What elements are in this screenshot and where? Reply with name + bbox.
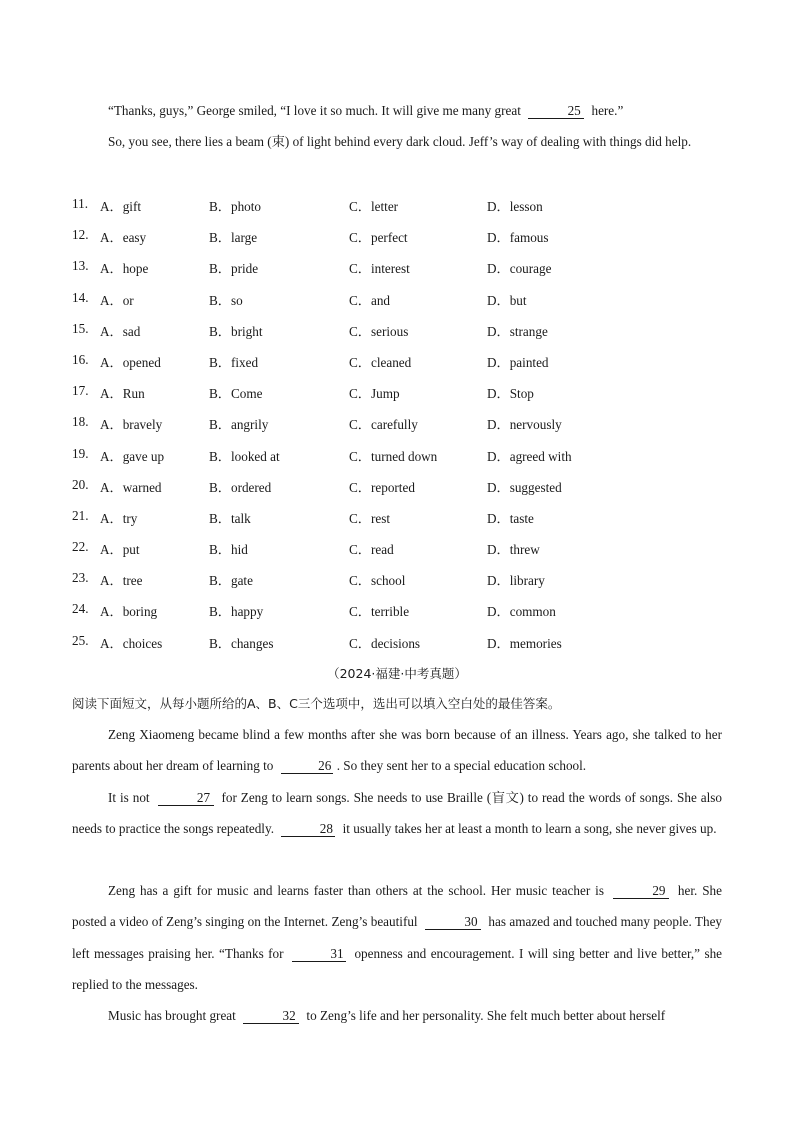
question-row: [72, 531, 722, 562]
question-number: 15.: [72, 320, 89, 336]
option-a: A．gift: [100, 199, 142, 214]
option-d: D．courage: [487, 261, 552, 277]
question-number: 11.: [72, 196, 88, 211]
blank-29: 29: [613, 883, 669, 899]
option-b: B．pride: [209, 261, 259, 277]
option-c: C．perfect: [349, 230, 408, 246]
option-c: C．rest: [349, 510, 391, 526]
question-number: 22.: [72, 539, 89, 555]
option-c: C．decisions: [349, 635, 421, 651]
option-b: B．angrily: [209, 417, 269, 433]
question-number: 17.: [72, 383, 89, 399]
option-d: D．nervously: [487, 417, 562, 433]
quote-text: “Thanks, guys,” George smiled, “I love it so much. It will give me many great: [108, 103, 521, 118]
paragraph-1: Zeng Xiaomeng became blind a few months after she was born because of an illness. Years ago, she talked to her parents about her dream of learning to 26 . So they sent her to a special education school.: [72, 727, 722, 774]
blank-30: 30: [425, 914, 481, 930]
option-b: B．photo: [209, 199, 262, 214]
option-b: B．fixed: [209, 354, 259, 370]
option-b: B．Come: [209, 386, 263, 402]
blank-25: 25: [528, 103, 584, 119]
option-d: D．suggested: [487, 479, 562, 495]
quote-line: [72, 95, 722, 126]
option-c: C．carefully: [349, 417, 418, 433]
question-row: [72, 344, 722, 375]
option-c: C．read: [349, 542, 394, 558]
question-row: [72, 375, 722, 406]
option-c: C．cleaned: [349, 354, 412, 370]
source-label: （2024·福建·中考真题）: [327, 666, 467, 681]
option-d: D．famous: [487, 230, 549, 246]
option-d: D．library: [487, 573, 545, 589]
question-row: [72, 250, 722, 281]
option-b: B．ordered: [209, 479, 272, 495]
question-row: [72, 406, 722, 437]
question-row: [72, 593, 722, 624]
option-a: A．bravely: [100, 417, 163, 433]
question-row: [72, 500, 722, 531]
option-a: A．put: [100, 542, 140, 558]
option-b: B．looked at: [209, 448, 280, 464]
option-d: D．but: [487, 292, 527, 308]
question-options-list: [72, 188, 722, 656]
paragraph-2: It is not 27 for Zeng to learn songs. She needs to use Braille (盲文) to read the words of songs. She also needs to practice the songs repeatedly. 28 it usually takes her at least a month to learn a song, she never gives up.: [72, 790, 722, 837]
option-b: B．happy: [209, 604, 264, 620]
question-number: 18.: [72, 414, 89, 430]
option-a: A．sad: [100, 323, 141, 339]
instruction-text: 阅读下面短文，从每小题所给的A、B、C三个选项中，选出可以填入空白处的最佳答案。: [72, 696, 561, 711]
option-d: D．agreed with: [487, 448, 572, 464]
paragraph-4: Music has brought great 32 to Zeng’s life and her personality. She felt much better about herself: [108, 1008, 666, 1023]
question-number: 12.: [72, 227, 89, 243]
option-d: D．Stop: [487, 386, 534, 402]
question-number: 13.: [72, 258, 89, 274]
question-row: [72, 469, 722, 500]
option-b: B．changes: [209, 635, 274, 651]
option-b: B．bright: [209, 323, 263, 339]
question-row: [72, 282, 722, 313]
option-a: A．choices: [100, 635, 163, 651]
question-row: [72, 188, 722, 219]
option-c: C．school: [349, 573, 406, 589]
option-d: D．threw: [487, 542, 540, 558]
question-number: 14.: [72, 289, 89, 305]
option-c: C．interest: [349, 261, 410, 277]
option-a: A．gave up: [100, 448, 165, 464]
option-b: B．large: [209, 230, 258, 246]
option-a: A．opened: [100, 354, 161, 370]
option-c: C．and: [349, 292, 391, 308]
option-c: C．reported: [349, 479, 415, 495]
question-number: 19.: [72, 445, 89, 461]
blank-27: 27: [158, 790, 214, 806]
question-row: [72, 562, 722, 593]
question-number: 23.: [72, 570, 89, 586]
option-a: A．Run: [100, 386, 145, 402]
option-d: D．taste: [487, 510, 534, 526]
option-a: A．warned: [100, 479, 162, 495]
option-a: A．try: [100, 510, 138, 526]
option-b: B．so: [209, 292, 243, 308]
option-a: A．or: [100, 292, 134, 308]
option-d: D．strange: [487, 323, 548, 339]
blank-28: 28: [281, 821, 335, 837]
option-c: C．serious: [349, 323, 409, 339]
blank-32: 32: [243, 1008, 299, 1024]
option-d: D．painted: [487, 354, 549, 370]
option-c: C．letter: [349, 199, 399, 214]
option-d: D．memories: [487, 635, 562, 651]
option-a: A．tree: [100, 573, 143, 589]
question-number: 25.: [72, 632, 89, 648]
option-a: A．easy: [100, 230, 147, 246]
question-row: [72, 438, 722, 469]
option-c: C．turned down: [349, 448, 438, 464]
blank-26: 26: [281, 758, 333, 774]
question-row: [72, 219, 722, 250]
question-row: [72, 625, 722, 656]
question-number: 21.: [72, 507, 89, 523]
paragraph-3: Zeng has a gift for music and learns faster than others at the school. Her music teacher is 29 her. She posted a video of Zeng’s singing on the Internet. Zeng’s beautiful 30 has amazed and touched many people. They left messages praising her. “Thanks for 31 openness and encouragement. I will sing better and live better,” she replied to the messages.: [72, 883, 723, 992]
option-d: D．common: [487, 604, 556, 620]
option-b: B．hid: [209, 542, 248, 558]
option-a: A．hope: [100, 261, 149, 277]
blank-31: 31: [292, 946, 346, 962]
option-a: A．boring: [100, 604, 158, 620]
question-number: 16.: [72, 351, 89, 367]
option-d: D．lesson: [487, 199, 543, 214]
option-b: B．gate: [209, 573, 253, 589]
quote-text-end: here.”: [591, 103, 624, 118]
question-number: 24.: [72, 601, 89, 617]
question-row: [72, 313, 722, 344]
option-b: B．talk: [209, 510, 251, 526]
option-c: C．terrible: [349, 604, 410, 620]
question-number: 20.: [72, 476, 89, 492]
conclusion-paragraph: So, you see, there lies a beam (束) of light behind every dark cloud. Jeff’s way of dealing with things did help.: [108, 134, 692, 149]
option-c: C．Jump: [349, 386, 400, 402]
